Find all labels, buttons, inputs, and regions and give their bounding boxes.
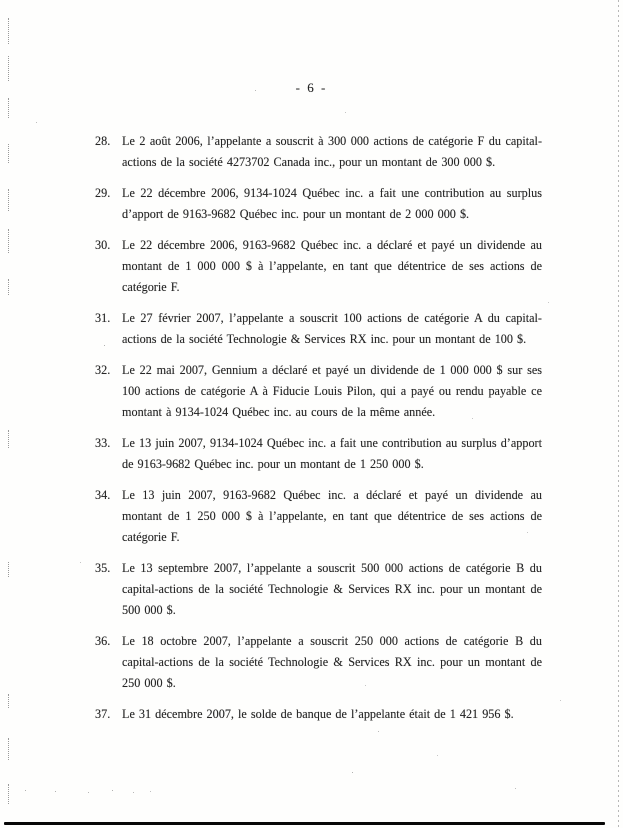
list-item xyxy=(95,433,542,475)
paragraph-number: 30. xyxy=(95,238,111,252)
paragraph-text: Le 13 septembre 2007, l’appelante a souscrit 500 000 actions de catégorie B du capital-actions de la société Technologie & Services RX inc. pour un montant de 500 000 $. xyxy=(122,561,542,617)
paragraph-text: Le 18 octobre 2007, l’appelante a souscrit 250 000 actions de catégorie B du capital-actions de la société Technologie & Services RX inc. pour un montant de 250 000 $. xyxy=(122,634,542,690)
paragraph-number: 37. xyxy=(95,707,111,721)
scan-artifact-left-mark xyxy=(8,56,11,81)
list-item xyxy=(95,308,542,350)
paragraph-list xyxy=(95,131,542,735)
paragraph-number: 34. xyxy=(95,488,111,502)
list-item xyxy=(95,360,542,423)
scan-artifact-left-mark xyxy=(8,18,11,44)
scan-artifact-specks xyxy=(0,0,1,1)
paragraph-text: Le 22 mai 2007, Gennium a déclaré et payé un dividende de 1 000 000 $ sur ses 100 actions de catégorie A à Fiducie Louis Pilon, qui a payé ou rendu payable ce montant à 9134-1024 Québec inc. au cours de la même année. xyxy=(122,363,542,419)
scan-artifact-right-edge-line xyxy=(618,0,619,828)
paragraph-text: Le 13 juin 2007, 9134-1024 Québec inc. a fait une contribution au surplus d’apport de 9163-9682 Québec inc. pour un montant de 1 250 000 $. xyxy=(122,436,542,471)
list-item xyxy=(95,183,542,225)
page-number: - 6 - xyxy=(295,80,328,95)
scan-artifact-left-mark xyxy=(8,144,11,163)
paragraph-number: 29. xyxy=(95,186,111,200)
list-item xyxy=(95,558,542,621)
paragraph-text: Le 27 février 2007, l’appelante a souscrit 100 actions de catégorie A du capital-actions de la société Technologie & Services RX inc. pour un montant de 100 $. xyxy=(122,311,542,346)
paragraph-text: Le 31 décembre 2007, le solde de banque de l’appelante était de 1 421 956 $. xyxy=(122,707,514,721)
paragraph-number: 31. xyxy=(95,311,111,325)
list-item xyxy=(95,631,542,694)
paragraph-text: Le 22 décembre 2006, 9163-9682 Québec inc. a déclaré et payé un dividende au montant de 1 000 000 $ à l’appelante, en tant que détentrice de ses actions de catégorie F. xyxy=(122,238,542,294)
list-item xyxy=(95,704,542,725)
paragraph-number: 35. xyxy=(95,561,111,575)
scan-artifact-left-mark xyxy=(8,430,11,448)
scan-artifact-left-mark xyxy=(8,562,11,577)
scan-artifact-left-mark xyxy=(8,784,11,804)
paragraph-text: Le 13 juin 2007, 9163-9682 Québec inc. a déclaré et payé un dividende au montant de 1 250 000 $ à l’appelante, en tant que détentrice de ses actions de catégorie F. xyxy=(122,488,542,544)
scan-artifact-left-mark xyxy=(8,694,11,708)
scan-artifact-left-mark xyxy=(8,98,11,118)
paragraph-number: 36. xyxy=(95,634,111,648)
scan-artifact-left-mark xyxy=(8,189,11,211)
list-item xyxy=(95,235,542,298)
paragraph-number: 28. xyxy=(95,134,111,148)
list-item xyxy=(95,485,542,548)
scan-artifact-bottom-bar xyxy=(4,822,605,825)
scan-artifact-left-mark xyxy=(8,738,11,760)
paragraph-text: Le 2 août 2006, l’appelante a souscrit à 300 000 actions de catégorie F du capital-actions de la société 4273702 Canada inc., pour un montant de 300 000 $. xyxy=(122,134,542,169)
scan-artifact-left-mark xyxy=(8,279,11,295)
paragraph-number: 33. xyxy=(95,436,111,450)
paragraph-number: 32. xyxy=(95,363,111,377)
paragraph-text: Le 22 décembre 2006, 9134-1024 Québec inc. a fait une contribution au surplus d’apport de 9163-9682 Québec inc. pour un montant de 2 000 000 $. xyxy=(122,186,542,221)
list-item xyxy=(95,131,542,173)
scan-artifact-left-mark xyxy=(8,229,11,253)
